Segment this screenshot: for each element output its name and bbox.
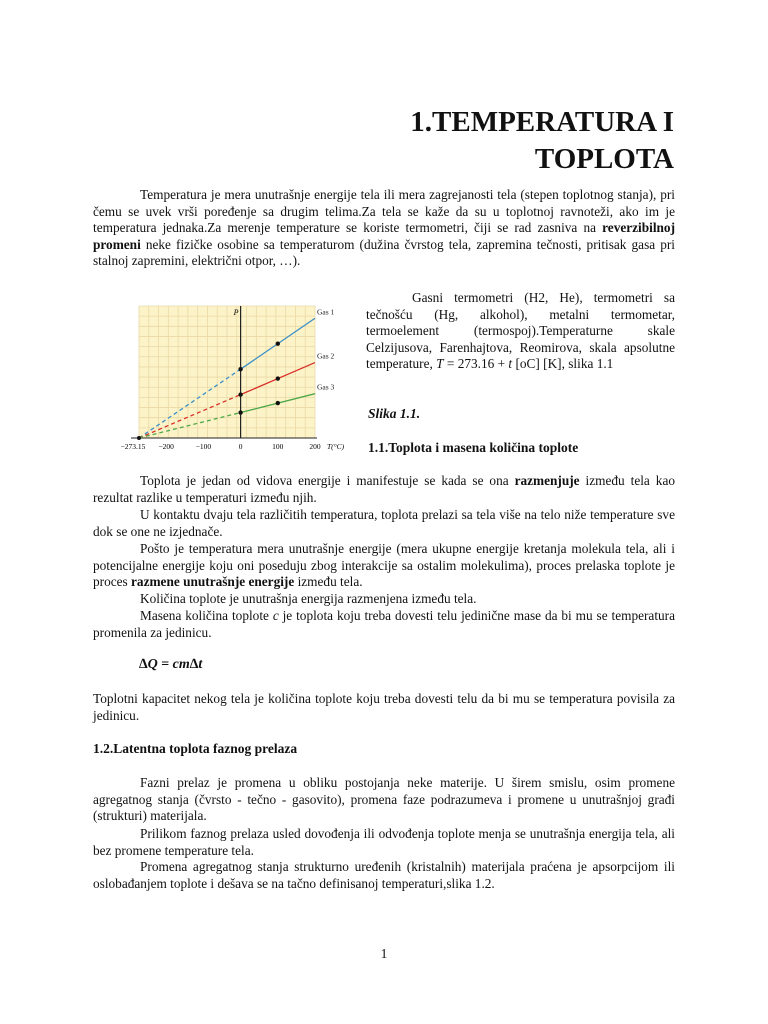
para1-text-2: između tela kao rezultat razlike u temperaturi između njih. — [93, 473, 675, 505]
data-point — [276, 401, 280, 405]
intro-text-1: Temperatura je mera unutrašnje energije tela ili mera zagrejanosti tela (stepen toplotnog stanja), pri čemu se uvek vrši poređenje sa drugim telima.Za tela se kaže da su u toplotnoj ravnoteži, ako im je temperatura jednaka.Za merenje temperature se koriste termometri, čiji se rad zasniva na — [93, 187, 675, 236]
paragraph-prilikom: Prilikom faznog prelaza usled dovođenja ili odvođenja toplote menja se unutrašnja energija tela, ali bez promene temperature tela. — [93, 826, 675, 858]
paragraph-toplota — [93, 473, 675, 506]
page-title — [410, 104, 674, 178]
intro-paragraph — [93, 187, 675, 270]
intro-bold: reverzibilnoj promeni — [93, 220, 675, 252]
gas-thermometer-chart — [117, 300, 360, 460]
y-axis-label: P — [233, 308, 239, 317]
thermometers-paragraph — [366, 290, 675, 373]
x-tick-label: −100 — [195, 442, 212, 451]
data-point — [276, 342, 280, 346]
heat-formula: ∆Q = cm∆t — [139, 657, 203, 672]
paragraph-kontakt: U kontaktu dvaju tela različitih temperatura, toplota prelazi sa tela više na telo niže temperature sve dok se one ne izjednače. — [93, 507, 675, 539]
para5-italic: c — [272, 608, 279, 623]
x-tick-label: −273.15 — [120, 442, 146, 451]
series-label: Gas 3 — [317, 382, 335, 392]
x-tick-label: −200 — [158, 442, 174, 451]
title-line-1: 1.TEMPERATURA I — [410, 106, 674, 138]
data-point — [238, 410, 242, 414]
paragraph-unutrasnja-energija — [93, 541, 675, 591]
series-label: Gas 1 — [317, 307, 335, 317]
paragraph-promena-agregatnog: Promena agregatnog stanja strukturno uređenih (kristalnih) materijala praćena je apsorpcijom ili oslobađanjem toplote i dešava se na tačno definisanoj temperaturi,slika 1.2. — [93, 859, 675, 891]
paragraph-masena-kolicina — [93, 608, 675, 641]
thermometers-text-2: = 273.16 + — [443, 356, 509, 372]
formula-T: T — [436, 356, 444, 372]
x-axis-label: T(°C) — [327, 442, 345, 451]
thermometers-text-1: Gasni termometri (H2, He), termometri sa tečnošću (Hg, alkohol), metalni termometar, termoelement (termospoj).Temperaturne skale Celzijusova, Farenhajtova, Reomirova, skala apsolutne temperature, — [366, 290, 675, 372]
para1-bold: razmenjuje — [514, 473, 580, 488]
title-line-2: TOPLOTA — [534, 143, 674, 175]
para5-text-2: je toplota koju treba dovesti telu jedinične mase da bi mu se temperatura promenila za jedinicu. — [93, 608, 675, 640]
x-tick-label: 0 — [238, 442, 243, 451]
data-point — [238, 392, 242, 396]
x-tick-label: 100 — [272, 442, 284, 451]
page-number: 1 — [380, 946, 388, 961]
paragraph-toplotni-kapacitet: Toplotni kapacitet nekog tela je količina toplote koju treba dovesti telu da bi mu se temperatura povisila za jedinicu. — [93, 691, 675, 723]
para3-text-1: Pošto je temperatura mera unutrašnje energije (mera ukupne energije kretanja molekula tela, ali i potencijalne energije koju oni poseduju zbog interakcije sa ostalim molekulima), proces prelaska toplote je proces — [93, 541, 675, 590]
data-point — [276, 376, 280, 380]
series-label: Gas 2 — [317, 351, 335, 361]
para1-text-1: Toplota je jedan od vidova energije i manifestuje se kada se ona — [140, 473, 515, 488]
intro-text-2: neke fizičke osobine sa temperaturom (dužina čvrstog tela, zapremina tečnosti, pritisak gasa pri stalnoj zapremini, električni otpor, …). — [93, 236, 675, 269]
para3-text-2: između tela. — [294, 574, 363, 590]
figure-caption: Slika 1.1. — [368, 406, 421, 421]
para3-bold: razmene unutrašnje energije — [131, 574, 295, 590]
paragraph-fazni-prelaz: Fazni prelaz je promena u obliku postojanja neke materije. U širem smislu, osim promene agregatnog stanja (čvrsto - tečno - gasovito), promena faze podrazumeva i promene u unutrašnjoj građi (strukturi) materijala. — [93, 775, 675, 824]
paragraph-kolicina-toplote: Količina toplote je unutrašnja energija razmenjena između tela. — [140, 591, 477, 606]
thermometers-text-3: [oC] [K], slika 1.1 — [512, 356, 614, 372]
x-tick-label: 200 — [309, 442, 321, 451]
section-heading-1-2: 1.2.Latentna toplota faznog prelaza — [93, 741, 298, 756]
section-heading-1-1: 1.1.Toplota i masena količina toplote — [368, 440, 579, 455]
origin-point — [137, 436, 141, 440]
formula-t: t — [508, 356, 513, 372]
para5-text-1: Masena količina toplote — [140, 608, 273, 623]
data-point — [238, 367, 242, 371]
